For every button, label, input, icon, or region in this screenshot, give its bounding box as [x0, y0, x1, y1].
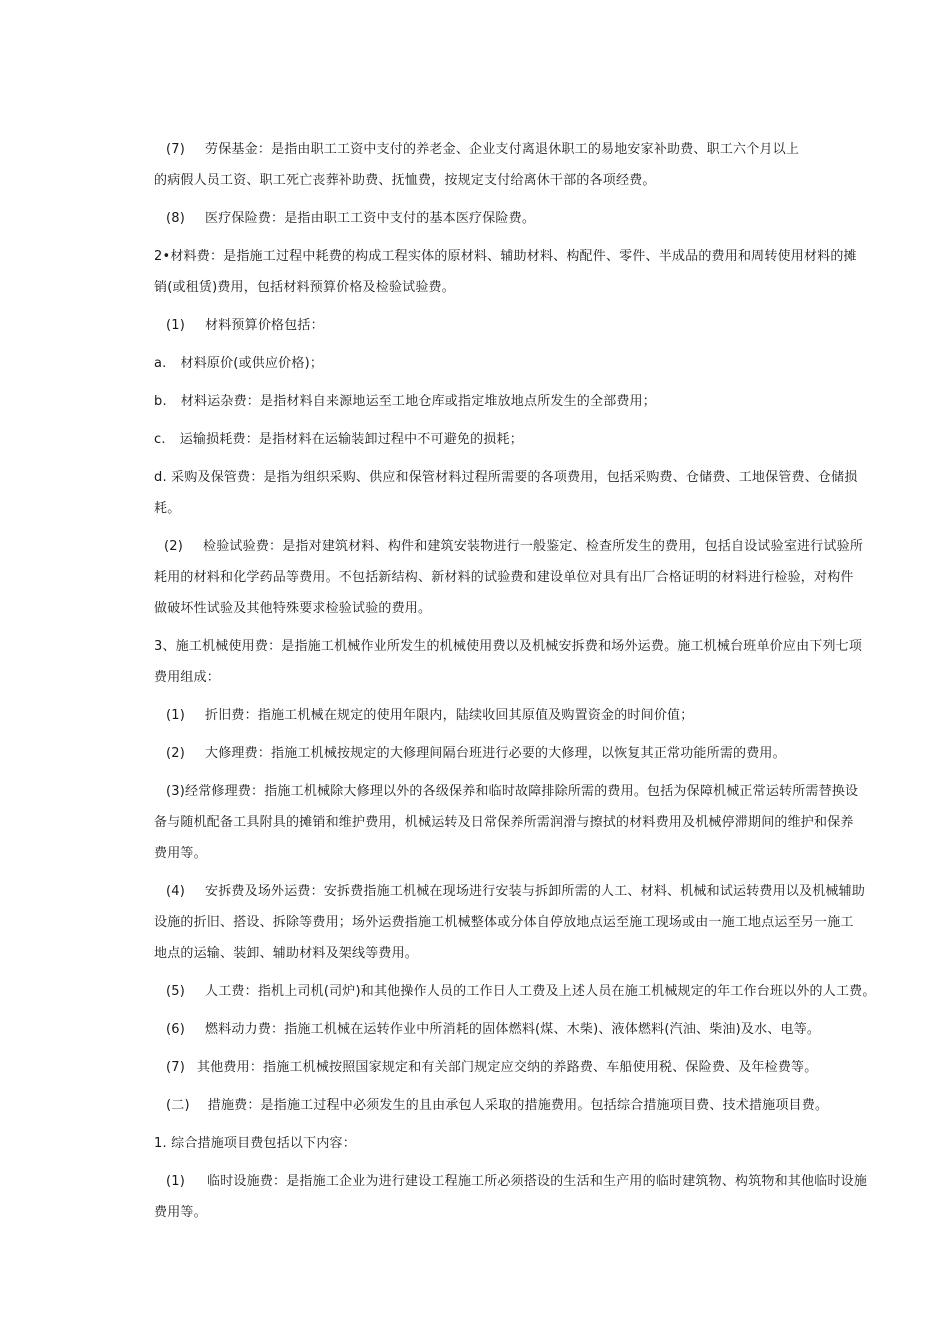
text-line — [154, 280, 455, 296]
line-text: 安拆费及场外运费：安拆费指施工机械在现场进行安装与拆卸所需的人工、材料、机械和试运转费用以及机械辅助 — [205, 884, 866, 899]
line-text: 2•材料费：是指施工过程中耗费的构成工程实体的原材料、辅助材料、构配件、零件、半成品的费用和周转使用材料的摊 — [154, 249, 857, 264]
line-text: 地点的运输、装卸、辅助材料及架线等费用。 — [154, 946, 419, 961]
line-text: 材料原价(或供应价格)； — [180, 356, 324, 371]
item-marker: a. — [154, 356, 167, 371]
line-text: 措施费：是指施工过程中必须发生的且由承包人采取的措施费用。包括综合措施项目费、技术措施项目费。 — [207, 1098, 829, 1113]
item-marker: (二) — [166, 1098, 190, 1113]
text-line — [154, 432, 523, 448]
line-text: 检验试验费：是指对建筑材料、构件和建筑安装物进行一般鉴定、检查所发生的费用，包括自设试验室进行试验所 — [203, 539, 864, 554]
text-line — [154, 670, 220, 686]
text-line — [154, 173, 656, 189]
item-marker: (1) — [166, 1174, 186, 1189]
text-line — [166, 784, 858, 800]
text-line — [154, 639, 862, 655]
line-text: 耗用的材料和化学药品等费用。不包括新结构、新材料的试验费和建设单位对具有出厂合格证明的材料进行检验，对构件 — [154, 570, 854, 585]
line-text: 其他费用：指施工机械按照国家规定和有关部门规定应交纳的养路费、车船使用税、保险费、及年检费等。 — [197, 1060, 818, 1075]
line-text: 费用等。 — [154, 846, 207, 861]
line-text: 材料运杂费：是指材料自来源地运至工地仓库或指定堆放地点所发生的全部费用； — [180, 394, 656, 409]
text-line — [154, 815, 854, 831]
item-marker: b. — [154, 394, 167, 409]
line-text: 燃料动力费：指施工机械在运转作业中所消耗的固体燃料(煤、木柴)、液体燃料(汽油、柴油)及水、电等。 — [205, 1022, 821, 1037]
text-line — [154, 394, 656, 410]
item-marker: (2) — [164, 539, 184, 554]
text-line — [154, 501, 180, 517]
item-marker: (8) — [166, 211, 186, 226]
text-line — [166, 746, 786, 762]
item-marker: (6) — [166, 1022, 186, 1037]
line-text: 人工费：指机上司机(司炉)和其他操作人员的工作日人工费及上述人员在施工机械规定的年工作台班以外的人工费。 — [205, 984, 876, 999]
text-line — [166, 1060, 817, 1076]
text-line — [154, 249, 857, 265]
line-text: 费用等。 — [154, 1205, 207, 1220]
line-text: 医疗保险费：是指由职工工资中支付的基本医疗保险费。 — [205, 211, 536, 226]
text-line — [154, 1205, 207, 1221]
item-marker: (7) — [166, 142, 186, 157]
text-line — [154, 570, 854, 586]
line-text: 折旧费：指施工机械在规定的使用年限内，陆续收回其原值及购置资金的时间价值； — [205, 708, 694, 723]
line-text: 耗。 — [154, 501, 181, 516]
text-line — [166, 708, 693, 724]
text-line — [154, 915, 854, 931]
text-line — [154, 601, 431, 617]
line-text: 3、施工机械使用费：是指施工机械作业所发生的机械使用费以及机械安拆费和场外运费。施工机械台班单价应由下列七项 — [154, 639, 863, 654]
item-marker: (7) — [166, 1060, 186, 1075]
text-line — [154, 946, 418, 962]
line-text: 销(或租赁)费用，包括材料预算价格及检验试验费。 — [154, 280, 455, 295]
line-text: 劳保基金：是指由职工工资中支付的养老金、企业支付离退休职工的易地安家补助费、职工六个月以上 — [205, 142, 800, 157]
line-text: (3)经常修理费：指施工机械除大修理以外的各级保养和临时故障排除所需的费用。包括为保障机械正常运转所需替换设 — [166, 784, 859, 799]
text-line — [166, 318, 324, 334]
line-text: 临时设施费：是指施工企业为进行建设工程施工所必须搭设的生活和生产用的临时建筑物、构筑物和其他临时设施 — [207, 1174, 868, 1189]
line-text: 1. 综合措施项目费包括以下内容： — [154, 1136, 356, 1151]
text-line — [166, 1022, 820, 1038]
item-marker: (1) — [166, 708, 186, 723]
line-text: 设施的折旧、搭设、拆除等费用；场外运费指施工机械整体或分体自停放地点运至施工现场或由一施工地点运至另一施工 — [154, 915, 854, 930]
text-line — [164, 539, 863, 555]
line-text: 做破坏性试验及其他特殊要求检验试验的费用。 — [154, 601, 432, 616]
item-marker: (2) — [166, 746, 186, 761]
line-text: 大修理费：指施工机械按规定的大修理间隔台班进行必要的大修理，以恢复其正常功能所需的费用。 — [205, 746, 786, 761]
text-line — [166, 1174, 867, 1190]
text-line — [166, 984, 876, 1000]
item-marker: (4) — [166, 884, 186, 899]
line-text: 的病假人员工资、职工死亡丧葬补助费、抚恤费，按规定支付给离休干部的各项经费。 — [154, 173, 656, 188]
text-line — [154, 356, 323, 372]
line-text: d. 采购及保管费：是指为组织采购、供应和保管材料过程所需要的各项费用，包括采购费、仓储费、工地保管费、仓储损 — [154, 470, 858, 485]
text-line — [166, 884, 865, 900]
item-marker: (1) — [166, 318, 186, 333]
line-text: 费用组成： — [154, 670, 221, 685]
text-line — [166, 142, 799, 158]
text-line — [166, 1098, 828, 1114]
text-line — [154, 1136, 356, 1152]
text-line — [154, 846, 207, 862]
line-text: 材料预算价格包括： — [205, 318, 324, 333]
text-line — [154, 470, 858, 486]
line-text: 运输损耗费：是指材料在运输装卸过程中不可避免的损耗； — [179, 432, 523, 447]
item-marker: (5) — [166, 984, 186, 999]
text-line — [166, 211, 535, 227]
item-marker: c. — [154, 432, 166, 447]
line-text: 备与随机配备工具附具的摊销和维护费用，机械运转及日常保养所需润滑与擦拭的材料费用及机械停滞期间的维护和保养 — [154, 815, 854, 830]
